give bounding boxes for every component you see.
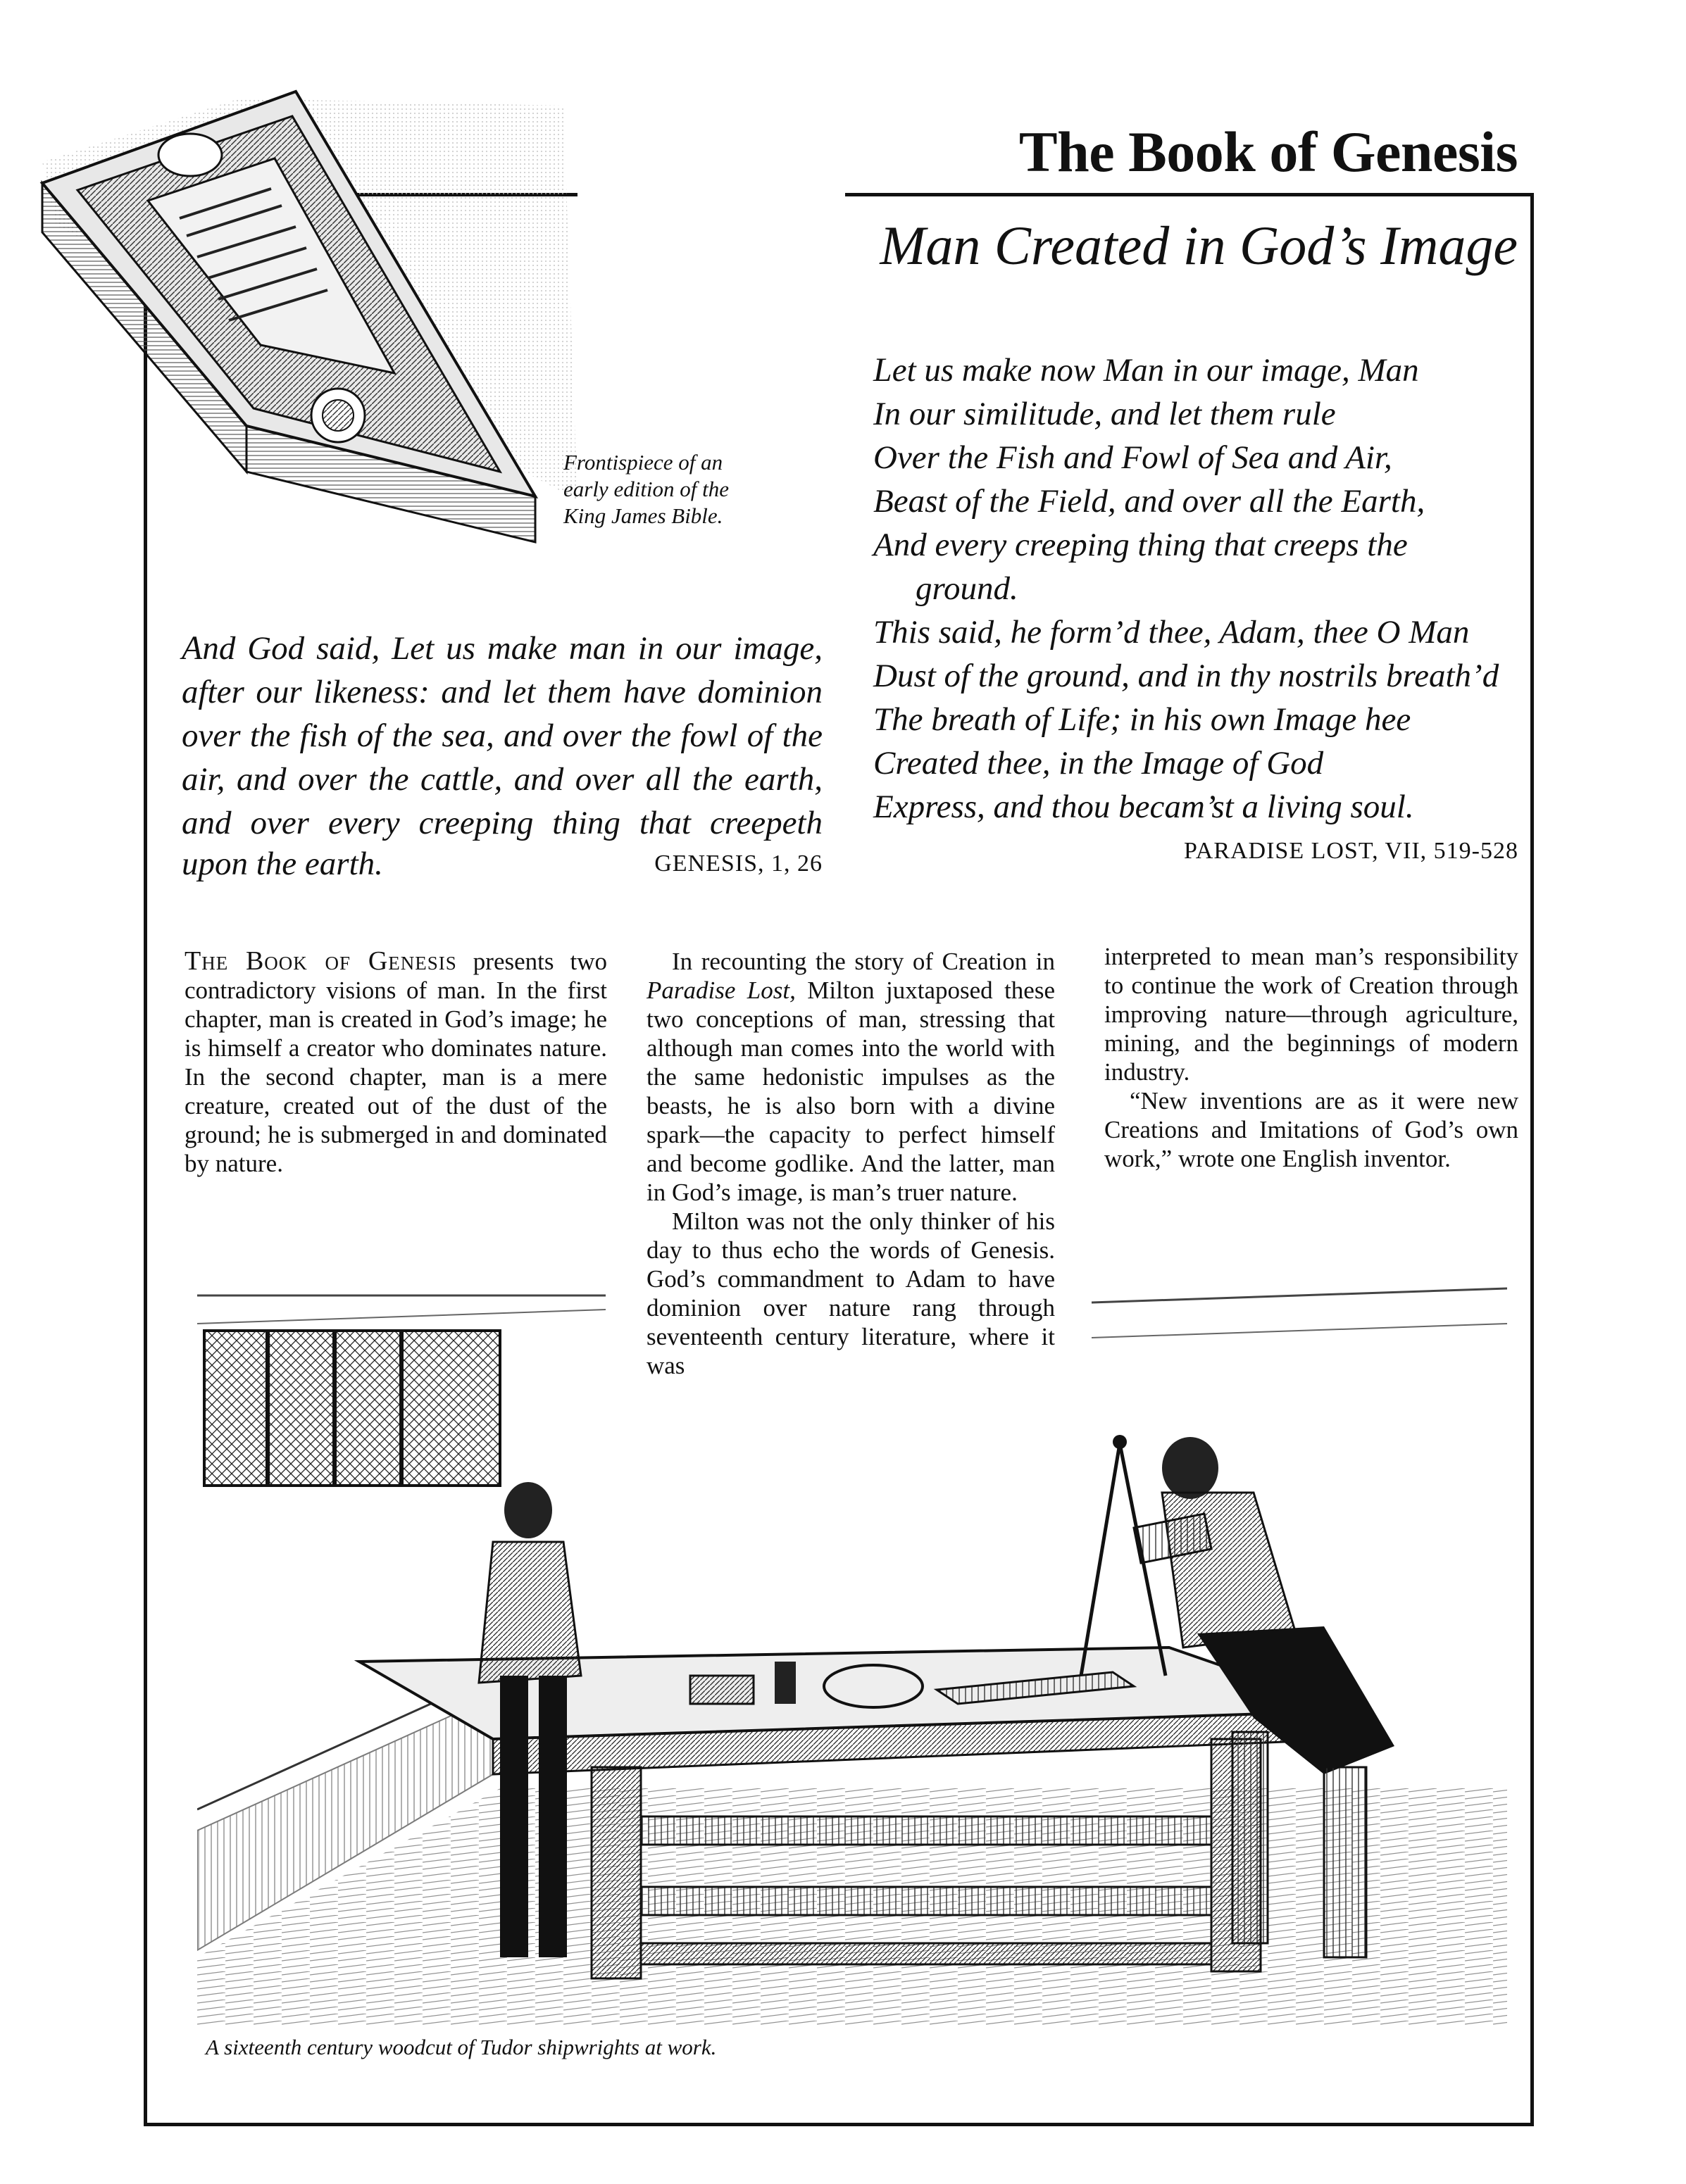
- article-paragraph: “New inventions are as it were new Creations and Imitations of God’s own work,” wrote one English inventor.: [1104, 1087, 1518, 1172]
- article-paragraph: Milton was not the only thinker of his day to thus echo the words of Genesis. God’s commandment to Adam to have dominion over nature rang through seventeenth century literature, where it was: [647, 1207, 1055, 1379]
- genesis-line: [182, 627, 823, 670]
- page-title: The Book of Genesis: [1018, 120, 1518, 184]
- poem-line: Created thee, in the Image of God: [873, 745, 1324, 782]
- poem-line: The breath of Life; in his own Image hee: [873, 701, 1411, 738]
- poem-line: And every creeping thing that creeps the: [873, 527, 1408, 563]
- genesis-quote: [182, 627, 823, 845]
- poem-line: In our similitude, and let them rule: [873, 396, 1336, 432]
- genesis-line: air, and over the cattle, and over all the earth,: [182, 761, 823, 798]
- article-paragraph: [647, 947, 1055, 1207]
- poem-line: Over the Fish and Fowl of Sea and Air,: [873, 439, 1392, 476]
- woodcut-caption: A sixteenth century woodcut of Tudor shipwrights at work.: [206, 2035, 717, 2059]
- poem-line-0-rest: et us make now Man in our image, Man: [892, 352, 1419, 389]
- genesis-line: and over every creeping thing that creepeth: [182, 805, 823, 841]
- article-text: Milton juxtaposed these two conceptions of man, stressing that although man comes into the world with the same hedonistic impulses as the beasts, he is also born with a divine spark—the capacity to perfect himself and become godlike. And the latter, man in God’s image, is man’s truer nature.: [647, 977, 1055, 1206]
- article-lead: The Book of Genesis: [185, 946, 457, 976]
- poem-line: Dust of the ground, and in thy nostrils breath’d: [873, 658, 1499, 694]
- poem-initial: L: [873, 351, 892, 389]
- poem-line: [873, 349, 1535, 392]
- page-subtitle: Man Created in God’s Image: [880, 215, 1518, 276]
- bible-illustration: [28, 77, 606, 570]
- genesis-initial: A: [182, 629, 203, 667]
- poem-line: This said, he form’d thee, Adam, thee O Man: [873, 614, 1470, 651]
- article-paragraph: interpreted to mean man’s responsibility to continue the work of Creation through improving nature—through agriculture, mining, and the beginnings of modern industry.: [1104, 943, 1518, 1086]
- poem-line: Beast of the Field, and over all the Earth,: [873, 483, 1425, 520]
- article-column-1: [185, 947, 607, 1178]
- frame-gap: [577, 0, 845, 211]
- bible-caption: Frontispiece of an early edition of the King James Bible.: [563, 450, 730, 528]
- poem-line: ground.: [916, 570, 1018, 607]
- article-book-title: Paradise Lost,: [647, 977, 796, 1004]
- woodcut-illustration: [197, 1281, 1507, 2028]
- genesis-line-0-rest: nd God said, Let us make man in our image,: [202, 630, 823, 667]
- genesis-line: after our likeness: and let them have dominion: [182, 674, 823, 710]
- article-column-3: [1104, 942, 1518, 1173]
- genesis-line: upon the earth.: [182, 846, 383, 882]
- article-paragraph: [185, 947, 607, 1178]
- genesis-last-line-row: [182, 845, 823, 883]
- genesis-line: over the fish of the sea, and over the fowl of the: [182, 717, 823, 754]
- milton-poem: [873, 349, 1535, 829]
- poem-citation: PARADISE LOST, VII, 519-528: [1183, 838, 1518, 864]
- poem-line: Express, and thou becam’st a living soul.: [873, 789, 1414, 825]
- article-text: In recounting the story of Creation in: [672, 948, 1055, 975]
- article-text: presents two contradictory visions of man. In the first chapter, man is created in God’s image; he is himself a creator who dominates nature. In the second chapter, man is a mere creature, created out of the dust of the ground; he is submerged in and dominated by nature.: [185, 948, 607, 1177]
- genesis-citation: GENESIS, 1, 26: [654, 851, 823, 877]
